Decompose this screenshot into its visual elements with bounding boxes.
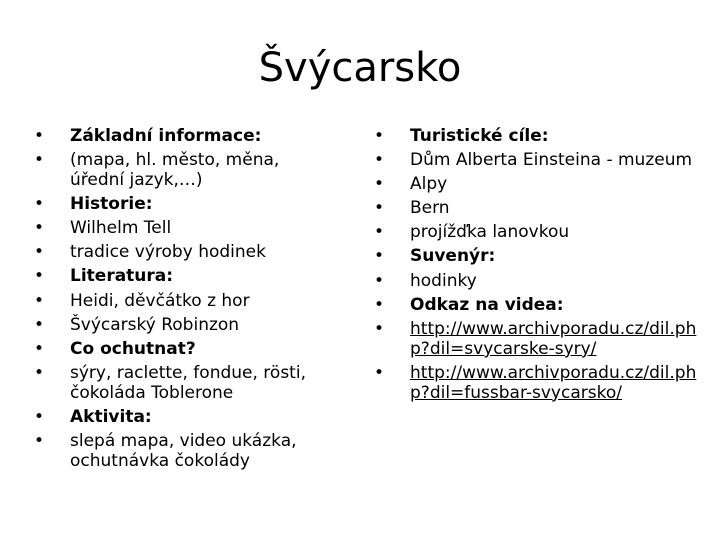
list-item bbox=[32, 431, 332, 471]
list-item bbox=[32, 266, 332, 286]
list-item-text: projížďka lanovkou bbox=[410, 222, 570, 243]
bullet-icon: • bbox=[373, 198, 385, 219]
bullet-icon: • bbox=[33, 218, 45, 239]
video-link-svycarske-syry[interactable]: http://www.archivporadu.cz/dil.php?dil=svycarske-syry/ bbox=[410, 318, 697, 359]
video-link-item[interactable] bbox=[372, 363, 702, 403]
list-item-text: Dům Alberta Einsteina - muzeum bbox=[410, 150, 693, 171]
bullet-icon: • bbox=[33, 290, 45, 311]
bullet-icon: • bbox=[33, 362, 45, 383]
list-item-text: (mapa, hl. město, měna, úřední jazyk,…) bbox=[70, 150, 280, 191]
list-item-text: hodinky bbox=[410, 270, 477, 291]
bullet-icon: • bbox=[33, 266, 45, 287]
list-item-text: Literatura: bbox=[70, 266, 174, 287]
list-item bbox=[372, 150, 702, 170]
list-item bbox=[32, 242, 332, 262]
list-item-text: Bern bbox=[410, 198, 450, 219]
bullet-icon: • bbox=[33, 126, 45, 146]
list-item bbox=[32, 194, 332, 214]
bullet-icon: • bbox=[373, 246, 385, 267]
list-item-text: Heidi, děvčátko z hor bbox=[70, 290, 250, 311]
bullet-icon: • bbox=[373, 174, 385, 195]
list-item-text: Turistické cíle: bbox=[410, 126, 549, 146]
list-item-text: Wilhelm Tell bbox=[70, 218, 172, 239]
list-item bbox=[372, 271, 702, 291]
bullet-icon: • bbox=[373, 362, 385, 383]
bullet-icon: • bbox=[33, 406, 45, 427]
list-item bbox=[32, 315, 332, 335]
list-item-text: Suvenýr: bbox=[410, 246, 496, 267]
list-item-text: Odkaz na videa: bbox=[410, 294, 564, 315]
list-item bbox=[32, 339, 332, 359]
list-item-text: Základní informace: bbox=[70, 126, 262, 146]
list-item-text: Co ochutnat? bbox=[70, 338, 196, 359]
list-item bbox=[32, 218, 332, 238]
list-item bbox=[372, 246, 702, 266]
list-item-text: Švýcarský Robinzon bbox=[70, 314, 240, 335]
video-link-item[interactable] bbox=[372, 319, 702, 359]
right-bullet-list bbox=[372, 126, 702, 407]
bullet-icon: • bbox=[373, 318, 385, 339]
list-item bbox=[372, 198, 702, 218]
bullet-icon: • bbox=[373, 126, 385, 146]
list-item bbox=[32, 291, 332, 311]
list-item bbox=[32, 126, 332, 146]
list-item-text: slepá mapa, video ukázka, ochutnávka čokolády bbox=[70, 431, 297, 472]
bullet-icon: • bbox=[33, 150, 45, 171]
left-bullet-list bbox=[32, 126, 332, 475]
bullet-icon: • bbox=[33, 242, 45, 263]
bullet-icon: • bbox=[33, 338, 45, 359]
list-item bbox=[32, 150, 332, 190]
list-item bbox=[32, 363, 332, 403]
slide-title: Švýcarsko bbox=[258, 45, 462, 91]
list-item bbox=[372, 222, 702, 242]
bullet-icon: • bbox=[33, 194, 45, 215]
list-item bbox=[32, 407, 332, 427]
list-item-text: Alpy bbox=[410, 174, 448, 195]
bullet-icon: • bbox=[373, 222, 385, 243]
list-item-text: Historie: bbox=[70, 194, 153, 215]
list-item-text: sýry, raclette, fondue, rösti, čokoláda Toblerone bbox=[70, 362, 306, 403]
list-item-text: Aktivita: bbox=[70, 406, 152, 427]
bullet-icon: • bbox=[33, 431, 45, 452]
bullet-icon: • bbox=[373, 150, 385, 171]
bullet-icon: • bbox=[373, 270, 385, 291]
list-item bbox=[372, 295, 702, 315]
bullet-icon: • bbox=[33, 314, 45, 335]
list-item bbox=[372, 174, 702, 194]
video-link-fussbar-svycarsko[interactable]: http://www.archivporadu.cz/dil.php?dil=fussbar-svycarsko/ bbox=[410, 362, 697, 403]
list-item bbox=[372, 126, 702, 146]
bullet-icon: • bbox=[373, 294, 385, 315]
list-item-text: tradice výroby hodinek bbox=[70, 242, 266, 263]
